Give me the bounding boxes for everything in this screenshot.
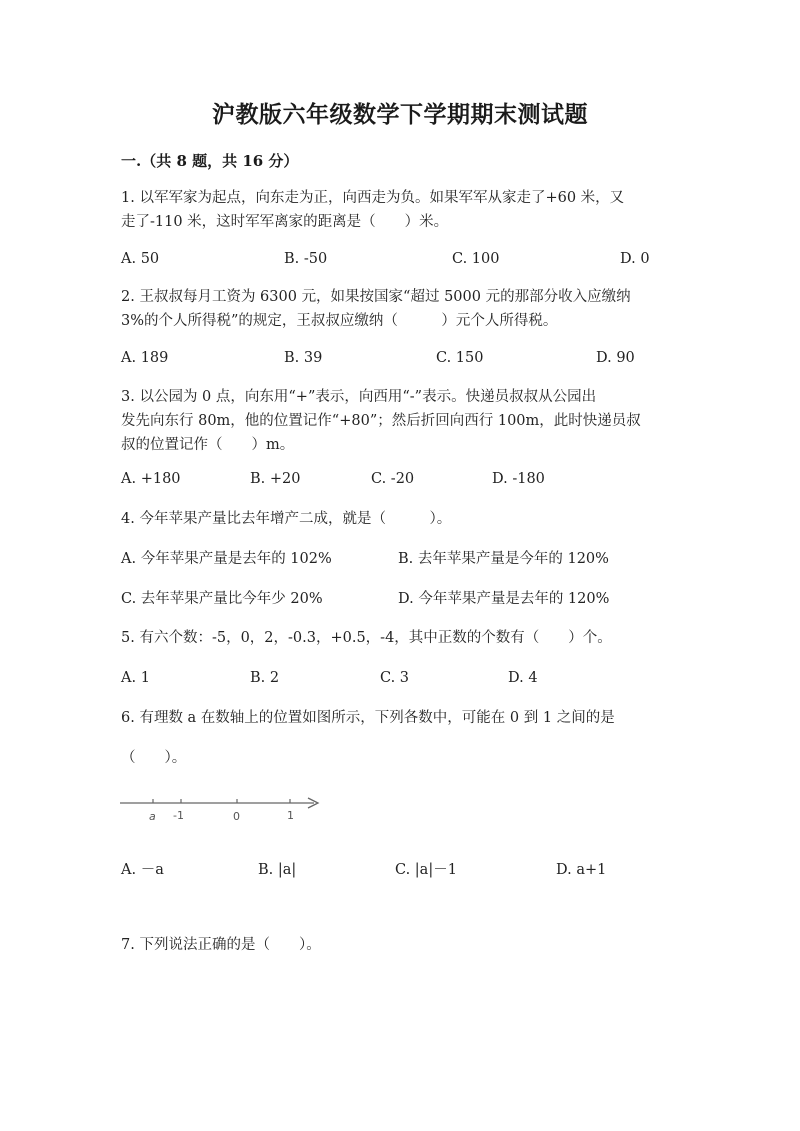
question-1-option-d: D. 0 xyxy=(620,251,650,267)
question-3-line-2: 发先向东行 80m，他的位置记作“+80”；然后折回向西行 100m，此时快递员叔 xyxy=(121,413,641,429)
question-6-option-c: C. |a|－1 xyxy=(395,862,457,878)
question-3 xyxy=(121,385,641,457)
question-4-option-a: A. 今年苹果产量是去年的 102% xyxy=(121,551,332,567)
question-6-line-2: （ ）。 xyxy=(121,750,187,766)
label-a: a xyxy=(149,810,156,823)
question-3-option-b: B. +20 xyxy=(250,471,301,487)
question-1 xyxy=(121,186,624,234)
question-1-line-1: 1. 以军军家为起点，向东走为正，向西走为负。如果军军从家走了+60 米，又 xyxy=(121,190,625,206)
question-2-option-d: D. 90 xyxy=(596,350,635,366)
question-6-line-1: 6. 有理数 a 在数轴上的位置如图所示，下列各数中，可能在 0 到 1 之间的是 xyxy=(121,710,615,726)
label-0: 0 xyxy=(233,810,240,823)
question-5-option-b: B. 2 xyxy=(250,670,280,686)
question-6-option-b: B. |a| xyxy=(258,862,297,878)
page-title: 沪教版六年级数学下学期期末测试题 xyxy=(212,101,588,128)
question-3-option-d: D. -180 xyxy=(492,471,545,487)
number-line-figure xyxy=(118,792,328,828)
label-minus-1: -1 xyxy=(173,809,184,822)
question-4-line-1: 4. 今年苹果产量比去年增产二成，就是（ ）。 xyxy=(121,511,452,527)
question-2-line-2: 3%的个人所得税”的规定，王叔叔应缴纳（ ）元个人所得税。 xyxy=(121,313,558,329)
question-3-line-3: 叔的位置记作（ ）m。 xyxy=(121,437,295,453)
question-2-option-b: B. 39 xyxy=(284,350,323,366)
question-3-option-a: A. +180 xyxy=(121,471,181,487)
section-heading: 一.（共 8 题，共 16 分） xyxy=(121,152,299,170)
question-2-option-a: A. 189 xyxy=(121,350,169,366)
question-7-line-1: 7. 下列说法正确的是（ ）。 xyxy=(121,937,321,953)
question-5-option-d: D. 4 xyxy=(508,670,538,686)
question-2-line-1: 2. 王叔叔每月工资为 6300 元，如果按国家“超过 5000 元的那部分收入应缴纳 xyxy=(121,289,631,305)
question-4-option-d: D. 今年苹果产量是去年的 120% xyxy=(398,591,610,607)
question-2-option-c: C. 150 xyxy=(436,350,484,366)
question-1-option-a: A. 50 xyxy=(121,251,160,267)
question-4-option-b: B. 去年苹果产量是今年的 120% xyxy=(398,551,609,567)
label-1: 1 xyxy=(287,809,294,822)
question-3-line-1: 3. 以公园为 0 点，向东用“+”表示，向西用“-”表示。快递员叔叔从公园出 xyxy=(121,389,597,405)
question-1-line-2: 走了-110 米，这时军军离家的距离是（ ）米。 xyxy=(121,214,449,230)
question-5-line-1: 5. 有六个数：-5，0，2，-0.3，+0.5，-4，其中正数的个数有（ ）个。 xyxy=(121,630,612,646)
question-5 xyxy=(121,626,612,650)
question-6-option-a: A. －a xyxy=(121,862,164,878)
question-4 xyxy=(121,507,451,531)
question-5-option-c: C. 3 xyxy=(380,670,410,686)
question-5-option-a: A. 1 xyxy=(121,670,150,686)
question-2 xyxy=(121,285,631,333)
question-6-option-d: D. a+1 xyxy=(556,862,607,878)
question-7 xyxy=(121,933,321,957)
question-4-option-c: C. 去年苹果产量比今年少 20% xyxy=(121,591,323,607)
question-1-option-b: B. -50 xyxy=(284,251,328,267)
question-1-option-c: C. 100 xyxy=(452,251,500,267)
question-3-option-c: C. -20 xyxy=(371,471,415,487)
question-6 xyxy=(121,706,615,770)
